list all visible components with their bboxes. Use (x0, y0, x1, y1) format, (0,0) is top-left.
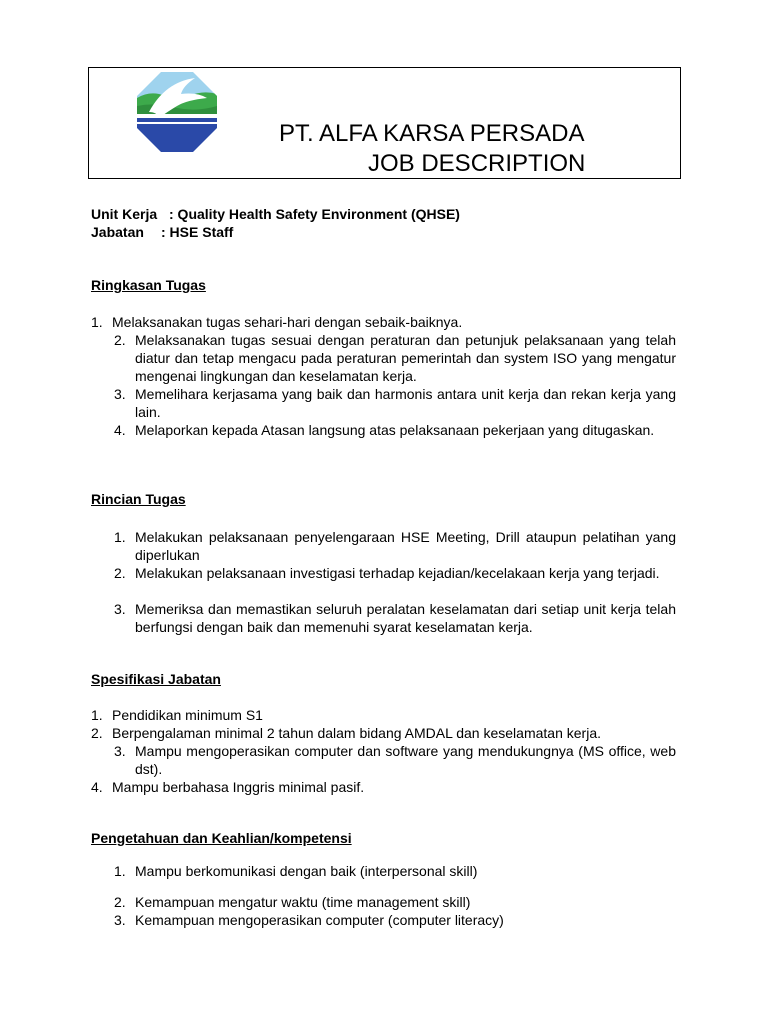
list-text: Memelihara kerjasama yang baik dan harmonis antara unit kerja dan rekan kerja yang lain. (135, 386, 676, 420)
list-number: 3. (114, 601, 126, 617)
list-number: 1. (114, 863, 126, 879)
unit-kerja-label: Unit Kerja (91, 206, 158, 222)
list-number: 2. (114, 565, 126, 581)
unit-kerja-value: : Quality Health Safety Environment (QHSE) (169, 206, 460, 222)
section-title-rincian: Rincian Tugas (91, 491, 186, 507)
list-item (114, 893, 676, 911)
list-number: 3. (114, 386, 126, 402)
section-title-spesifikasi: Spesifikasi Jabatan (91, 671, 221, 687)
list-text: Melakukan pelaksanaan investigasi terhadap kejadian/kecelakaan kerja yang terjadi. (135, 565, 660, 581)
list-item (114, 421, 676, 439)
list-item (114, 385, 676, 421)
list-number: 2. (114, 894, 126, 910)
list-text: Melakukan pelaksanaan penyelengaraan HSE Meeting, Drill ataupun pelatihan yang diperlukan (135, 529, 676, 563)
list-text: Pendidikan minimum S1 (112, 707, 263, 723)
list-text: Memeriksa dan memastikan seluruh peralatan keselamatan dari setiap unit kerja telah berfungsi dengan baik dan memenuhi syarat keselamatan kerja. (135, 601, 676, 635)
list-item (91, 313, 681, 331)
list-text: Kemampuan mengoperasikan computer (computer literacy) (135, 912, 504, 928)
list-text: Melaksanakan tugas sesuai dengan peraturan dan petunjuk pelaksanaan yang telah diatur dan tetap mengacu pada peraturan pemerintah dan system ISO yang mengatur mengenai lingkungan dan keselamatan kerja. (135, 332, 676, 384)
jabatan-row (91, 223, 460, 241)
list-text: Berpengalaman minimal 2 tahun dalam bidang AMDAL dan keselamatan kerja. (112, 725, 601, 741)
list-number: 3. (114, 743, 126, 759)
list-item (91, 778, 681, 796)
list-item (114, 911, 676, 929)
document-header (88, 67, 681, 179)
list-item (114, 742, 676, 778)
list-number: 2. (114, 332, 126, 348)
list-item (114, 528, 676, 564)
list-number: 2. (91, 725, 103, 741)
list-item (91, 706, 681, 724)
list-number: 4. (91, 779, 103, 795)
list-text: Mampu mengoperasikan computer dan software yang mendukungnya (MS office, web dst). (135, 743, 676, 777)
list-item (114, 600, 676, 636)
list-item (114, 862, 676, 880)
list-number: 1. (114, 529, 126, 545)
list-text: Melaksanakan tugas sehari-hari dengan sebaik-baiknya. (112, 314, 463, 330)
list-item (114, 331, 676, 385)
list-text: Mampu berkomunikasi dengan baik (interpersonal skill) (135, 863, 478, 879)
section-title-pengetahuan: Pengetahuan dan Keahlian/kompetensi (91, 830, 352, 846)
list-text: Melaporkan kepada Atasan langsung atas pelaksanaan pekerjaan yang ditugaskan. (135, 422, 655, 438)
list-number: 1. (91, 707, 103, 723)
list-number: 4. (114, 422, 126, 438)
jabatan-value: : HSE Staff (161, 224, 234, 240)
section-title-ringkasan: Ringkasan Tugas (91, 277, 206, 293)
job-meta (91, 205, 460, 241)
unit-kerja-row (91, 205, 460, 223)
list-number: 1. (91, 314, 103, 330)
list-number: 3. (114, 912, 126, 928)
list-item (91, 724, 681, 742)
company-name: PT. ALFA KARSA PERSADA (279, 120, 585, 147)
jabatan-label: Jabatan (91, 224, 144, 240)
document-title: JOB DESCRIPTION (368, 150, 586, 177)
list-text: Mampu berbahasa Inggris minimal pasif. (112, 779, 365, 795)
list-item (114, 564, 676, 582)
company-logo (137, 72, 217, 152)
list-text: Kemampuan mengatur waktu (time management skill) (135, 894, 471, 910)
